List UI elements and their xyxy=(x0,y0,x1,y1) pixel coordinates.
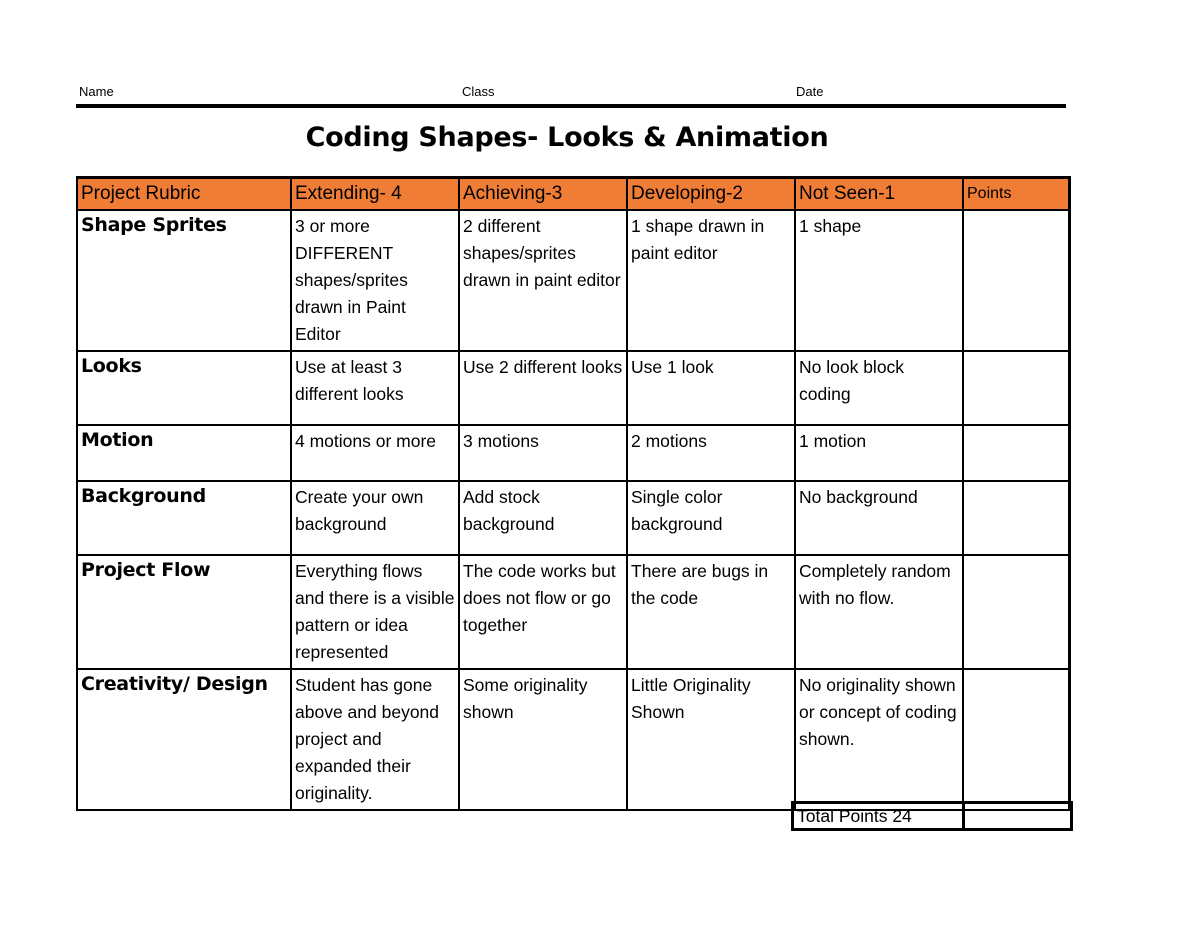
table-row xyxy=(77,481,1069,555)
table-row xyxy=(77,669,1069,810)
points-cell[interactable] xyxy=(963,555,1069,669)
row-category: Looks xyxy=(77,351,291,425)
criteria-cell: 1 motion xyxy=(795,425,963,481)
criteria-cell: 3 or more DIFFERENT shapes/sprites drawn in Paint Editor xyxy=(291,210,459,351)
points-cell[interactable] xyxy=(963,669,1069,810)
column-header: Project Rubric xyxy=(77,178,291,211)
criteria-cell: There are bugs in the code xyxy=(627,555,795,669)
points-cell[interactable] xyxy=(963,481,1069,555)
column-header: Developing-2 xyxy=(627,178,795,211)
column-header: Extending- 4 xyxy=(291,178,459,211)
criteria-cell: 1 shape xyxy=(795,210,963,351)
page-title: Coding Shapes- Looks & Animation xyxy=(305,122,829,153)
points-cell[interactable] xyxy=(963,425,1069,481)
total-points-value[interactable] xyxy=(964,803,1072,830)
name-class-date-line xyxy=(76,84,1066,108)
criteria-cell: Create your own background xyxy=(291,481,459,555)
rubric-header-row xyxy=(77,178,1069,211)
criteria-cell: Completely random with no flow. xyxy=(795,555,963,669)
row-category: Project Flow xyxy=(77,555,291,669)
criteria-cell: 2 different shapes/sprites drawn in paint editor xyxy=(459,210,627,351)
date-label: Date xyxy=(796,84,824,99)
table-row xyxy=(77,555,1069,669)
criteria-cell: Add stock background xyxy=(459,481,627,555)
criteria-cell: Use 2 different looks xyxy=(459,351,627,425)
criteria-cell: Student has gone above and beyond project and expanded their originality. xyxy=(291,669,459,810)
criteria-cell: 4 motions or more xyxy=(291,425,459,481)
name-label: Name xyxy=(79,84,114,99)
criteria-cell: Little Originality Shown xyxy=(627,669,795,810)
row-category: Motion xyxy=(77,425,291,481)
criteria-cell: No background xyxy=(795,481,963,555)
points-cell[interactable] xyxy=(963,351,1069,425)
criteria-cell: Everything flows and there is a visible pattern or idea represented xyxy=(291,555,459,669)
table-row xyxy=(77,425,1069,481)
criteria-cell: 1 shape drawn in paint editor xyxy=(627,210,795,351)
class-label: Class xyxy=(462,84,495,99)
table-row xyxy=(77,351,1069,425)
criteria-cell: Some originality shown xyxy=(459,669,627,810)
criteria-cell: Use at least 3 different looks xyxy=(291,351,459,425)
criteria-cell: Single color background xyxy=(627,481,795,555)
column-header: Achieving-3 xyxy=(459,178,627,211)
total-points-row xyxy=(791,801,1073,831)
column-header: Not Seen-1 xyxy=(795,178,963,211)
rubric-table xyxy=(76,176,1071,811)
criteria-cell: 2 motions xyxy=(627,425,795,481)
criteria-cell: Use 1 look xyxy=(627,351,795,425)
criteria-cell: The code works but does not flow or go together xyxy=(459,555,627,669)
points-cell[interactable] xyxy=(963,210,1069,351)
criteria-cell: No originality shown or concept of coding shown. xyxy=(795,669,963,810)
criteria-cell: 3 motions xyxy=(459,425,627,481)
row-category: Background xyxy=(77,481,291,555)
criteria-cell: No look block coding xyxy=(795,351,963,425)
row-category: Shape Sprites xyxy=(77,210,291,351)
table-row xyxy=(77,210,1069,351)
total-points-label: Total Points 24 xyxy=(793,803,964,830)
column-header: Points xyxy=(963,178,1069,211)
row-category: Creativity/ Design xyxy=(77,669,291,810)
